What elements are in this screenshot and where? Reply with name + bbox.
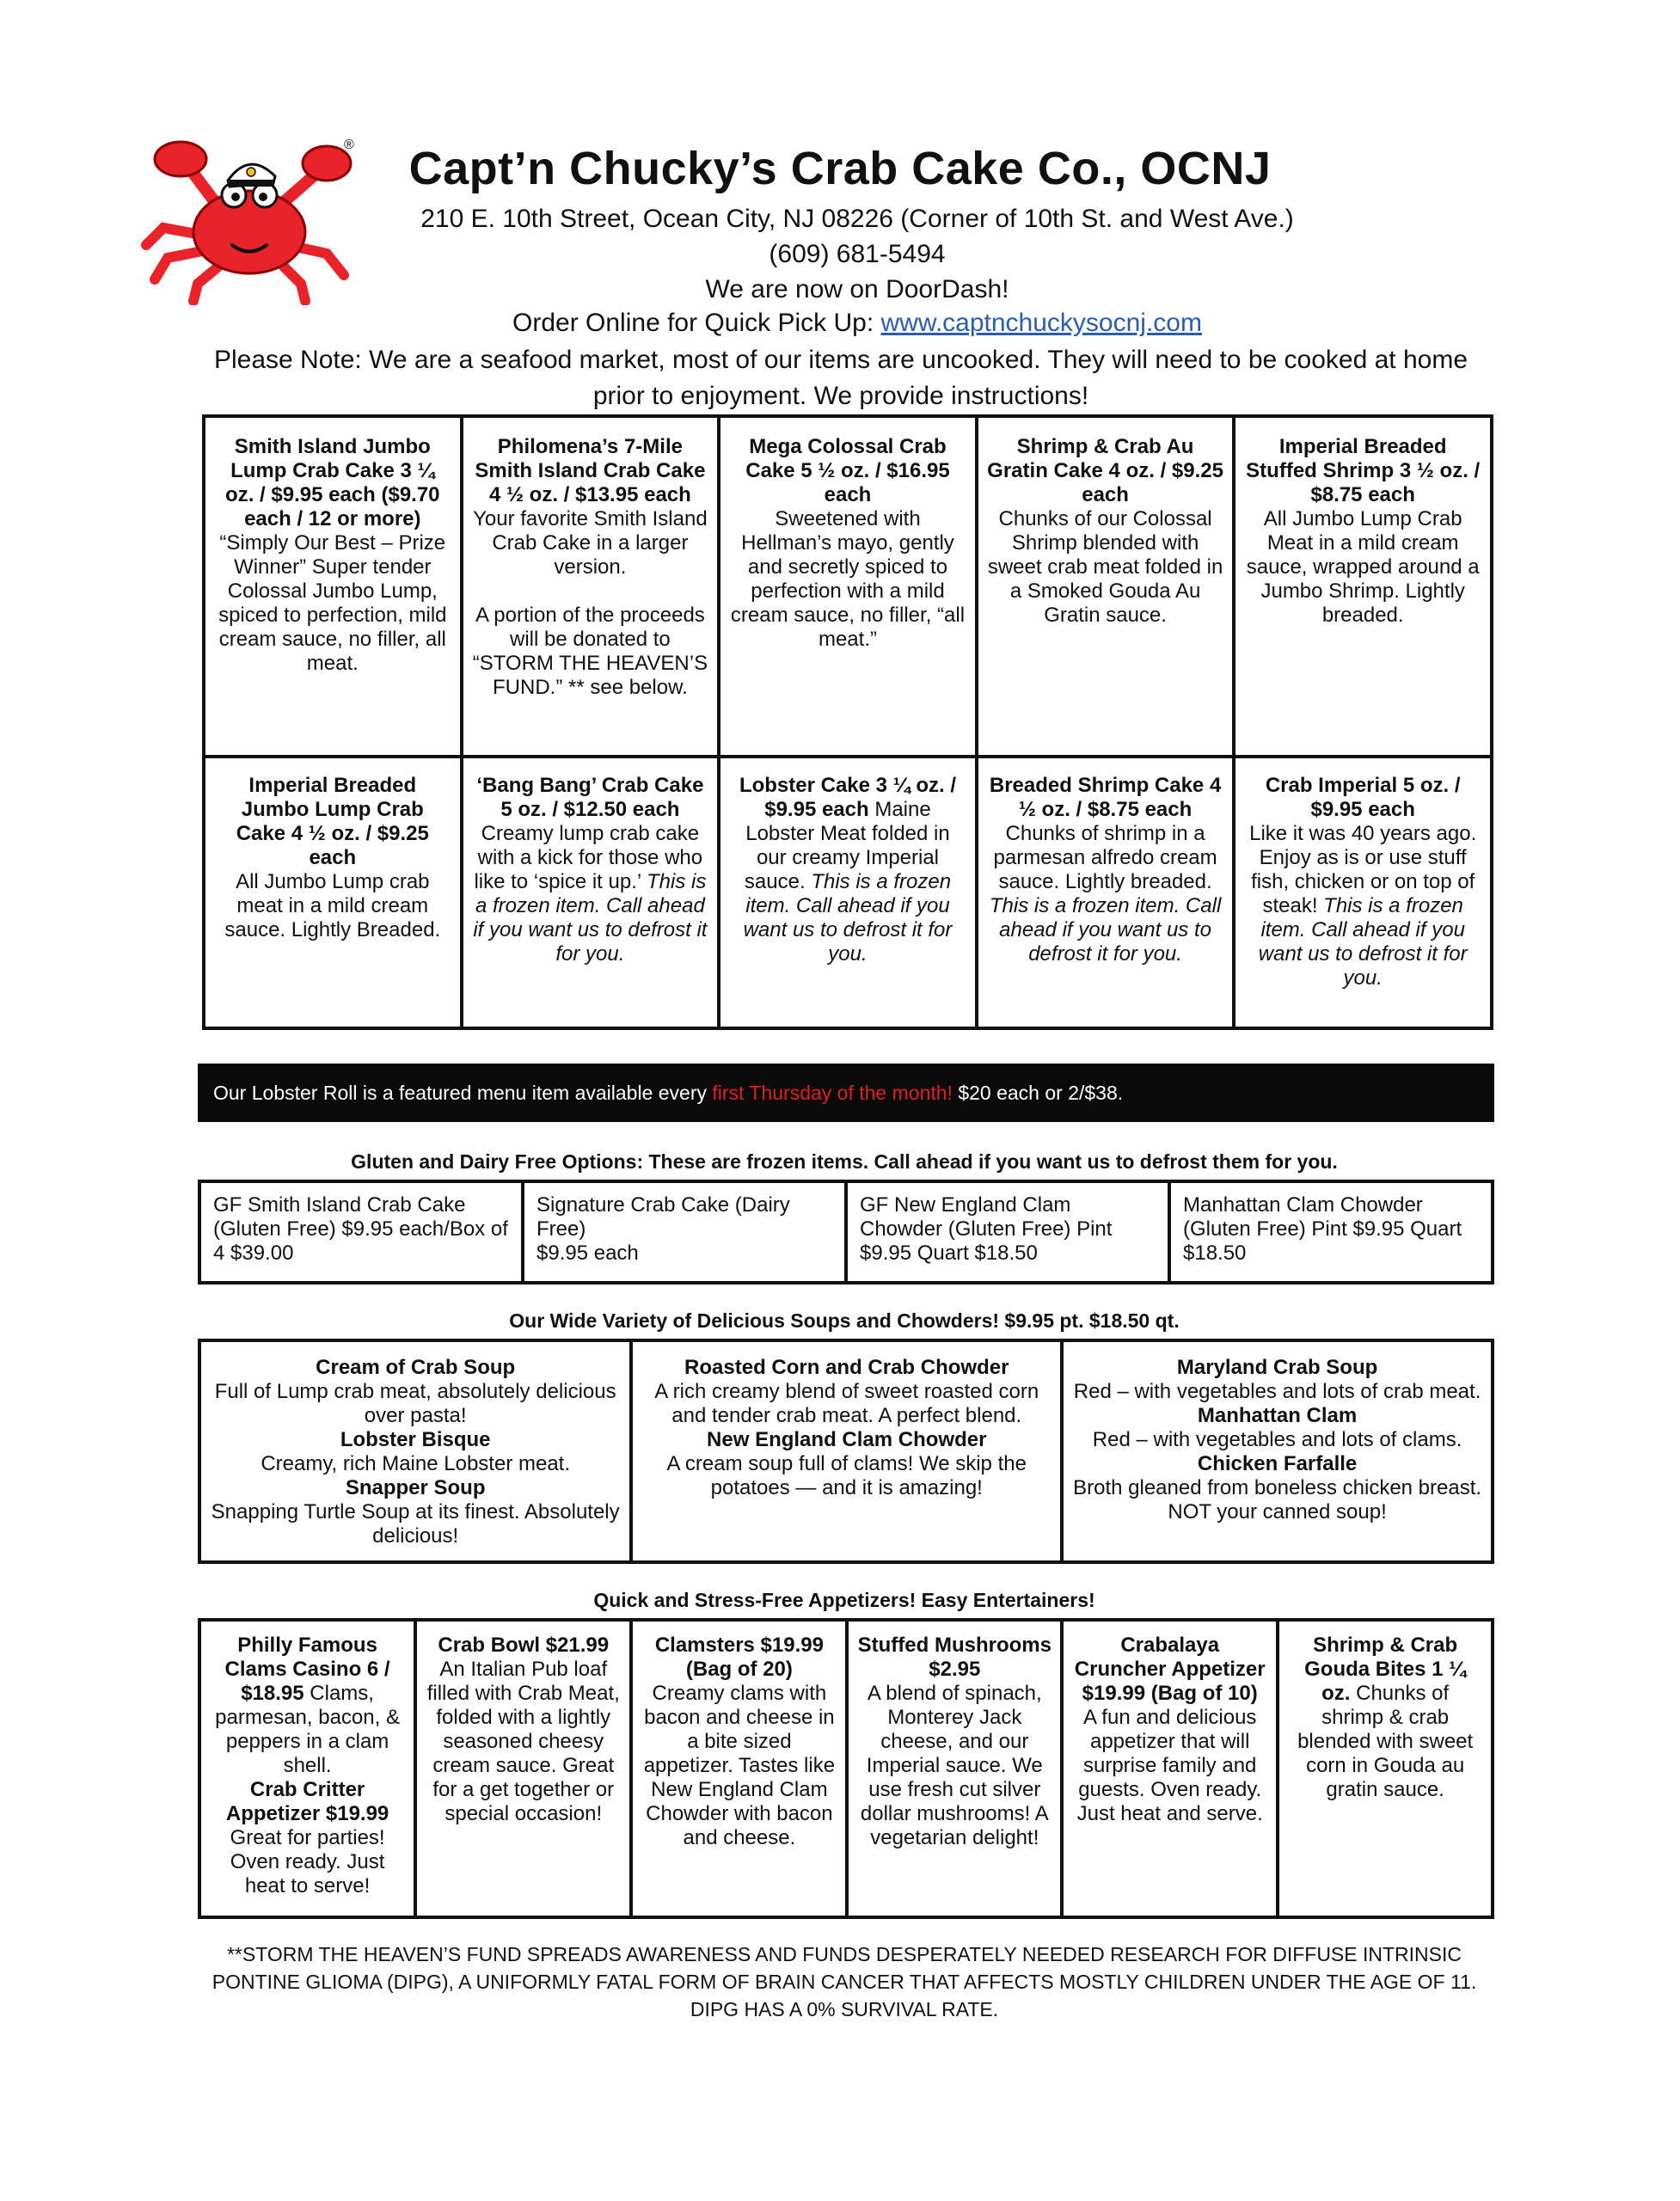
appetizer-text [1288, 1634, 1482, 1802]
appetizers-row [199, 1620, 1493, 1917]
soup-column [631, 1340, 1062, 1562]
lobster-roll-banner [198, 1064, 1494, 1122]
address: 210 E. 10th Street, Ocean City, NJ 08226 (Corner of 10th St. and West Ave.) [420, 205, 1294, 233]
gluten-free-row [199, 1181, 1493, 1283]
banner-highlight: first Thursday of the month! [712, 1082, 953, 1104]
soup-desc: Red – with vegetables and lots of crab meat. [1073, 1380, 1481, 1403]
item-title: Lobster Cake 3 ¼ oz. / $9.95 each [739, 774, 957, 821]
item-title: Breaded Shrimp Cake 4 ½ oz. / $8.75 each [989, 774, 1222, 821]
order-online-label: Order Online for Quick Pick Up: [512, 309, 881, 337]
item-title: Crab Imperial 5 oz. / $9.95 each [1265, 774, 1461, 821]
appetizer-desc: A blend of spinach, Monterey Jack cheese, and our Imperial sauce. We use fresh cut silver dollar mushrooms! A vegetarian delight! [860, 1682, 1049, 1849]
frozen-note: This is a frozen item. Call ahead if you want us to defrost it for you. [989, 894, 1222, 966]
item-description [472, 822, 709, 966]
menu-item-cell [1234, 416, 1492, 757]
item-description: All Jumbo Lump Crab Meat in a mild cream sauce, wrapped around a Jumbo Shrimp. Lightly breaded. [1246, 507, 1480, 627]
soup-desc: Creamy, rich Maine Lobster meat. [261, 1452, 570, 1475]
appetizer-cell [631, 1620, 847, 1917]
menu-item-cell [204, 416, 462, 757]
appetizer-desc: An Italian Pub loaf filled with Crab Meat, folded with a lightly seasoned cheesy cream sauce. Great for a get together or special occasion! [426, 1658, 620, 1825]
soup-name: Manhattan Clam [1197, 1404, 1358, 1427]
soup-desc: Snapping Turtle Soup at its finest. Absolutely delicious! [211, 1500, 620, 1548]
gluten-free-table [198, 1180, 1494, 1284]
soups-title: Our Wide Variety of Delicious Soups and Chowders! $9.95 pt. $18.50 qt. [509, 1309, 1180, 1332]
soup-name: New England Clam Chowder [707, 1428, 987, 1451]
soup-name: Maryland Crab Soup [1176, 1356, 1378, 1379]
banner-text: Our Lobster Roll is a featured menu item available every [213, 1082, 713, 1104]
crab-cakes-table [202, 414, 1493, 1030]
item-title: Imperial Breaded Jumbo Lump Crab Cake 4 ½ oz. / $9.25 each [236, 774, 429, 869]
gluten-free-title: Gluten and Dairy Free Options: These are frozen items. Call ahead if you want us to defrost them for you. [351, 1150, 1338, 1173]
soup-column [199, 1340, 631, 1562]
menu-item-cell [204, 757, 462, 1028]
gf-item: Manhattan Clam Chowder (Gluten Free) Pint $9.95 Quart $18.50 [1169, 1181, 1493, 1283]
item-desc-text: Like it was 40 years ago. Enjoy as is or use stuff fish, chicken or on top of steak! [1249, 822, 1477, 917]
business-name: Capt’n Chucky’s Crab Cake Co., OCNJ [408, 143, 1272, 194]
appetizer-title: Philly Famous Clams Casino 6 / $18.95 [224, 1634, 390, 1705]
frozen-note: This is a frozen item. Call ahead if you want us to defrost it for you. [743, 870, 953, 966]
crab-cakes-row [204, 757, 1492, 1028]
soup-desc: Full of Lump crab meat, absolutely delicious over pasta! [214, 1380, 616, 1427]
item-description: All Jumbo Lump crab meat in a mild cream sauce. Lightly Breaded. [224, 870, 441, 941]
appetizer-title: Shrimp & Crab Gouda Bites 1 ¼ oz. [1304, 1634, 1467, 1705]
gf-item: Signature Crab Cake (Dairy Free) $9.95 each [523, 1181, 846, 1283]
appetizer-text [210, 1634, 405, 1778]
appetizer-desc: A fun and delicious appetizer that will surprise family and guests. Oven ready. Just heat and serve. [1076, 1706, 1263, 1825]
storm-fund-footnote: **STORM THE HEAVEN’S FUND SPREADS AWARENESS AND FUNDS DESPERATELY NEEDED RESEARCH FOR DIFFUSE INTRINSIC PONTINE GLIOMA (DIPG), A UNIFORMLY FATAL FORM OF BRAIN CANCER THAT AFFECTS MOSTLY CHILDREN UNDER THE AGE OF 11. DIPG HAS A 0% SURVIVAL RATE. [212, 1943, 1477, 2020]
item-description: Chunks of our Colossal Shrimp blended with sweet crab meat folded in a Smoked Gouda Au Gratin sauce. [987, 507, 1223, 627]
item-title: Philomena’s 7-Mile Smith Island Crab Cake 4 ½ oz. / $13.95 each [475, 435, 706, 506]
soup-column [1062, 1340, 1493, 1562]
appetizer-title: Crabalaya Cruncher Appetizer $19.99 (Bag of 10) [1074, 1634, 1266, 1705]
appetizer-desc: Creamy clams with bacon and cheese in a bite sized appetizer. Tastes like New England Clam Chowder with bacon and cheese. [643, 1682, 836, 1849]
appetizer-cell [1278, 1620, 1493, 1917]
menu-item-cell [719, 757, 977, 1028]
soup-name: Cream of Crab Soup [316, 1356, 516, 1379]
registered-mark: ® [344, 138, 354, 152]
frozen-note: This is a frozen item. Call ahead if you want us to defrost it for you. [1258, 894, 1468, 990]
soups-row [199, 1340, 1493, 1562]
appetizers-title: Quick and Stress-Free Appetizers! Easy Entertainers! [593, 1589, 1095, 1611]
soup-desc: A cream soup full of clams! We skip the potatoes — and it is amazing! [666, 1452, 1027, 1499]
item-description-extra: A portion of the proceeds will be donated to “STORM THE HEAVEN’S FUND.” ** see below. [472, 604, 708, 699]
crab-cakes-row [204, 416, 1492, 757]
soup-desc: A rich creamy blend of sweet roasted corn and tender crab meat. A perfect blend. [654, 1380, 1039, 1427]
item-desc-text: Maine Lobster Meat folded in our creamy Imperial sauce. [744, 798, 950, 893]
soup-name: Chicken Farfalle [1197, 1452, 1358, 1475]
item-desc-text: Chunks of shrimp in a parmesan alfredo cream sauce. Lightly breaded. [993, 822, 1217, 893]
menu-item-cell [977, 757, 1235, 1028]
appetizers-table [198, 1618, 1494, 1919]
item-title: ‘Bang Bang’ Crab Cake 5 oz. / $12.50 each [476, 774, 704, 821]
menu-item-cell [977, 416, 1235, 757]
appetizer-cell [847, 1620, 1062, 1917]
item-description [729, 774, 966, 966]
uncooked-note: Please Note: We are a seafood market, most of our items are uncooked. They will need to be cooked at home prior to enjoyment. We provide instructions! [213, 346, 1468, 410]
appetizer-cell [1062, 1620, 1278, 1917]
item-title: Mega Colossal Crab Cake 5 ½ oz. / $16.95 each [745, 435, 950, 506]
frozen-note: This is a frozen item. Call ahead if you want us to defrost it for you. [473, 870, 708, 966]
website-link[interactable]: www.captnchuckysocnj.com [880, 309, 1202, 337]
appetizer-title-2: Crab Critter Appetizer $19.99 [225, 1778, 389, 1825]
soup-desc: Red – with vegetables and lots of clams. [1092, 1428, 1462, 1451]
soup-name: Snapper Soup [345, 1476, 486, 1499]
item-title: Imperial Breaded Stuffed Shrimp 3 ½ oz. / $8.75 each [1246, 435, 1481, 506]
soup-desc: Broth gleaned from boneless chicken breast. NOT your canned soup! [1073, 1476, 1482, 1524]
appetizer-cell [415, 1620, 631, 1917]
soup-name: Lobster Bisque [340, 1428, 491, 1451]
soups-table [198, 1339, 1494, 1564]
menu-item-cell [719, 416, 977, 757]
order-online-line [361, 309, 1353, 338]
item-description: Your favorite Smith Island Crab Cake in a larger version. [473, 507, 708, 579]
item-description [987, 822, 1224, 966]
item-description [1244, 822, 1481, 990]
banner-price: $20 each or 2/$38. [952, 1082, 1124, 1104]
item-title: Shrimp & Crab Au Gratin Cake 4 oz. / $9.25 each [987, 435, 1223, 506]
doordash-note: We are now on DoorDash! [705, 275, 1009, 303]
item-description: “Simply Our Best – Prize Winner” Super tender Colossal Jumbo Lump, spiced to perfection, mild cream sauce, no filler, all meat. [218, 531, 447, 675]
menu-item-cell [1234, 757, 1492, 1028]
gf-item: GF New England Clam Chowder (Gluten Free) Pint $9.95 Quart $18.50 [846, 1181, 1169, 1283]
appetizer-title: Crab Bowl $21.99 [438, 1634, 610, 1657]
item-title: Smith Island Jumbo Lump Crab Cake 3 ¼ oz. / $9.95 each ($9.70 each / 12 or more) [225, 435, 440, 530]
appetizer-desc-2: Great for parties! Oven ready. Just heat to serve! [230, 1826, 385, 1898]
appetizer-title: Stuffed Mushrooms $2.95 [857, 1634, 1052, 1681]
appetizer-desc: Chunks of shrimp & crab blended with sweet corn in Gouda au gratin sauce. [1297, 1682, 1474, 1801]
appetizer-title: Clamsters $19.99 (Bag of 20) [654, 1634, 824, 1681]
gf-item: GF Smith Island Crab Cake (Gluten Free) $9.95 each/Box of 4 $39.00 [199, 1181, 523, 1283]
menu-item-cell [462, 757, 720, 1028]
appetizer-cell [199, 1620, 415, 1917]
phone: (609) 681-5494 [769, 240, 946, 268]
menu-item-cell [462, 416, 720, 757]
soup-name: Roasted Corn and Crab Chowder [684, 1356, 1009, 1379]
appetizer-desc: Clams, parmesan, bacon, & peppers in a clam shell. [215, 1682, 400, 1777]
item-desc-text: Creamy lump crab cake with a kick for those who like to ‘spice it up.’ [474, 822, 703, 893]
item-description: Sweetened with Hellman’s mayo, gently and secretly spiced to perfection with a mild cream sauce, no filler, “all meat.” [730, 507, 966, 651]
